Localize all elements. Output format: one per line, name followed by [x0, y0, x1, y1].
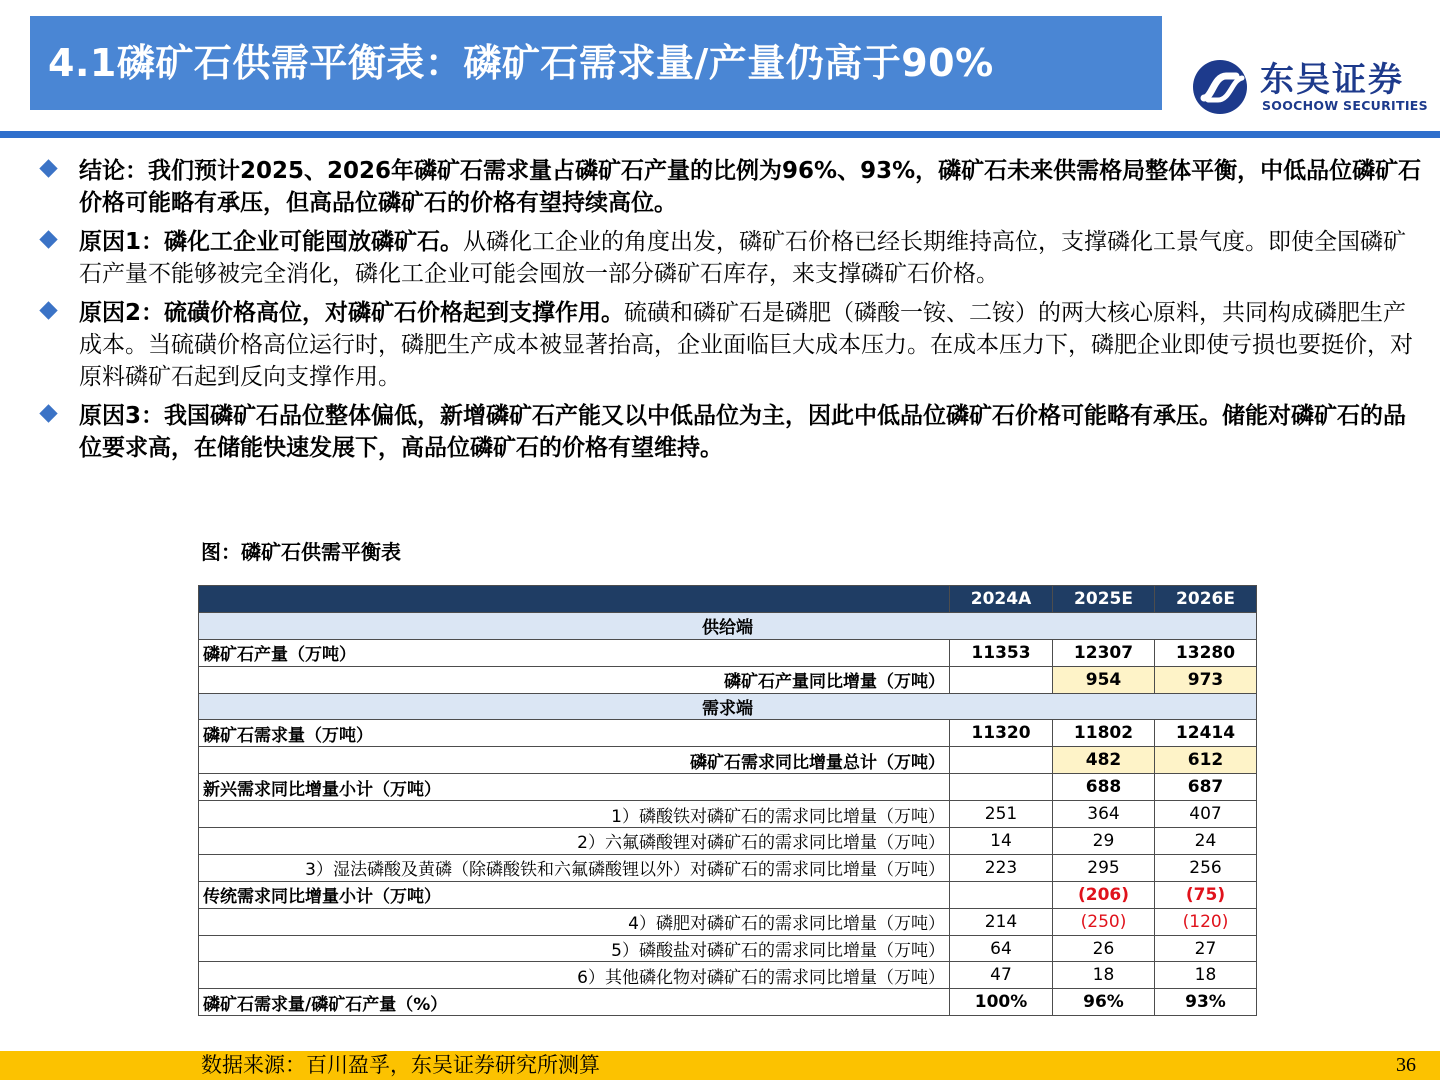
table-row — [199, 666, 1257, 693]
table-row — [199, 774, 1257, 801]
bullet-list — [38, 155, 1428, 471]
value-cell: 96% — [1053, 989, 1155, 1016]
value-cell — [950, 774, 1053, 801]
value-cell: 295 — [1053, 854, 1155, 881]
value-cell: 64 — [950, 935, 1053, 962]
value-cell: 407 — [1155, 801, 1257, 828]
row-label: 6）其他磷化物对磷矿石的需求同比增量（万吨） — [199, 962, 950, 989]
bullet-body-text: 从磷化工企业的角度出发，磷矿石价格已经长期维持高位，支撑磷化工景气度。即使全国磷矿石产量不能够被完全消化，磷化工企业可能会囤放一部分磷矿石库存，来支撑磷矿石价格。 — [79, 229, 1407, 287]
company-logo — [1190, 52, 1426, 118]
diamond-bullet-icon — [39, 404, 57, 422]
value-cell — [950, 666, 1053, 693]
value-cell: 256 — [1155, 854, 1257, 881]
table-header-cell — [199, 586, 950, 613]
table-row — [199, 881, 1257, 908]
bullet-body-text: 硫磺和磷矿石是磷肥（磷酸一铵、二铵）的两大核心原料，共同构成磷肥生产成本。当硫磺价格高位运行时，磷肥生产成本被显著抬高，企业面临巨大成本压力。在成本压力下，磷肥企业即使亏损也要挺价，对原料磷矿石起到反向支撑作用。 — [79, 300, 1413, 390]
table-section-row — [199, 693, 1257, 720]
value-cell — [950, 881, 1053, 908]
table-row — [199, 962, 1257, 989]
value-cell: 24 — [1155, 828, 1257, 855]
value-cell: 14 — [950, 828, 1053, 855]
value-cell: 18 — [1155, 962, 1257, 989]
table-row — [199, 854, 1257, 881]
figure-caption: 图：磷矿石供需平衡表 — [201, 540, 401, 564]
soochow-logo-icon — [1190, 58, 1254, 116]
row-label: 5）磷酸盐对磷矿石的需求同比增量（万吨） — [199, 935, 950, 962]
bullet-item — [38, 297, 1428, 393]
header-divider — [0, 131, 1440, 138]
table-body — [199, 586, 1257, 1016]
row-label: 磷矿石产量同比增量（万吨） — [199, 666, 950, 693]
value-cell: 687 — [1155, 774, 1257, 801]
bullet-bold-text: 结论：我们预计2025、2026年磷矿石需求量占磷矿石产量的比例为96%、93%，磷矿石未来供需格局整体平衡，中低品位磷矿石价格可能略有承压，但高品位磷矿石的价格有望持续高位。 — [79, 158, 1422, 216]
value-cell: 93% — [1155, 989, 1257, 1016]
row-label: 2）六氟磷酸锂对磷矿石的需求同比增量（万吨） — [199, 828, 950, 855]
value-cell: 12307 — [1053, 639, 1155, 666]
table-header-cell: 2025E — [1053, 586, 1155, 613]
diamond-bullet-icon — [39, 230, 57, 248]
row-label: 磷矿石产量（万吨） — [199, 639, 950, 666]
logo-chinese-text: 东吴证券 — [1260, 60, 1404, 100]
value-cell: 688 — [1053, 774, 1155, 801]
row-label: 3）湿法磷酸及黄磷（除磷酸铁和六氟磷酸锂以外）对磷矿石的需求同比增量（万吨） — [199, 854, 950, 881]
bullet-bold-text: 原因1：磷化工企业可能囤放磷矿石。 — [79, 229, 464, 255]
value-cell: 13280 — [1155, 639, 1257, 666]
value-cell: 223 — [950, 854, 1053, 881]
value-cell: (206) — [1053, 881, 1155, 908]
value-cell: 29 — [1053, 828, 1155, 855]
table-row — [199, 989, 1257, 1016]
value-cell: 364 — [1053, 801, 1155, 828]
table-row — [199, 908, 1257, 935]
value-cell: 11320 — [950, 720, 1053, 747]
table-header-row — [199, 586, 1257, 613]
bullet-text — [79, 155, 1428, 219]
bullet-bold-text: 原因2：硫磺价格高位，对磷矿石价格起到支撑作用。 — [79, 300, 625, 326]
table-row — [199, 801, 1257, 828]
bullet-text — [79, 226, 1428, 290]
section-label: 供给端 — [199, 612, 1257, 639]
row-label: 新兴需求同比增量小计（万吨） — [199, 774, 950, 801]
row-label: 磷矿石需求量（万吨） — [199, 720, 950, 747]
value-cell: (120) — [1155, 908, 1257, 935]
row-label: 4）磷肥对磷矿石的需求同比增量（万吨） — [199, 908, 950, 935]
value-cell: 954 — [1053, 666, 1155, 693]
value-cell: (75) — [1155, 881, 1257, 908]
bullet-item — [38, 400, 1428, 464]
table-header-cell: 2024A — [950, 586, 1053, 613]
page-title: 4.1磷矿石供需平衡表：磷矿石需求量/产量仍高于90% — [48, 41, 994, 85]
table-row — [199, 747, 1257, 774]
title-bar — [30, 16, 1162, 110]
diamond-bullet-icon — [39, 159, 57, 177]
footer-bar — [0, 1051, 1440, 1080]
value-cell: 482 — [1053, 747, 1155, 774]
value-cell: 11353 — [950, 639, 1053, 666]
row-label: 传统需求同比增量小计（万吨） — [199, 881, 950, 908]
bullet-bold-text: 原因3：我国磷矿石品位整体偏低，新增磷矿石产能又以中低品位为主，因此中低品位磷矿石价格可能略有承压。储能对磷矿石的品位要求高，在储能快速发展下，高品位磷矿石的价格有望维持。 — [79, 403, 1407, 461]
bullet-text — [79, 297, 1428, 393]
table-row — [199, 639, 1257, 666]
bullet-item — [38, 226, 1428, 290]
data-source-note: 数据来源：百川盈孚，东吴证券研究所测算 — [201, 1053, 600, 1077]
bullet-text — [79, 400, 1428, 464]
table-row — [199, 828, 1257, 855]
logo-english-text: SOOCHOW SECURITIES — [1262, 98, 1428, 113]
row-label: 磷矿石需求量/磷矿石产量（%） — [199, 989, 950, 1016]
table-row — [199, 720, 1257, 747]
value-cell: 18 — [1053, 962, 1155, 989]
bullet-item — [38, 155, 1428, 219]
diamond-bullet-icon — [39, 301, 57, 319]
value-cell: 973 — [1155, 666, 1257, 693]
value-cell: 612 — [1155, 747, 1257, 774]
value-cell: 26 — [1053, 935, 1155, 962]
table-header-cell: 2026E — [1155, 586, 1257, 613]
section-label: 需求端 — [199, 693, 1257, 720]
value-cell: 100% — [950, 989, 1053, 1016]
row-label: 1）磷酸铁对磷矿石的需求同比增量（万吨） — [199, 801, 950, 828]
value-cell: 12414 — [1155, 720, 1257, 747]
value-cell: 27 — [1155, 935, 1257, 962]
table-section-row — [199, 612, 1257, 639]
value-cell: 251 — [950, 801, 1053, 828]
value-cell: (250) — [1053, 908, 1155, 935]
value-cell: 214 — [950, 908, 1053, 935]
table-row — [199, 935, 1257, 962]
value-cell: 11802 — [1053, 720, 1155, 747]
page-number: 36 — [1396, 1054, 1416, 1076]
supply-demand-table — [198, 585, 1257, 1016]
value-cell: 47 — [950, 962, 1053, 989]
row-label: 磷矿石需求同比增量总计（万吨） — [199, 747, 950, 774]
value-cell — [950, 747, 1053, 774]
